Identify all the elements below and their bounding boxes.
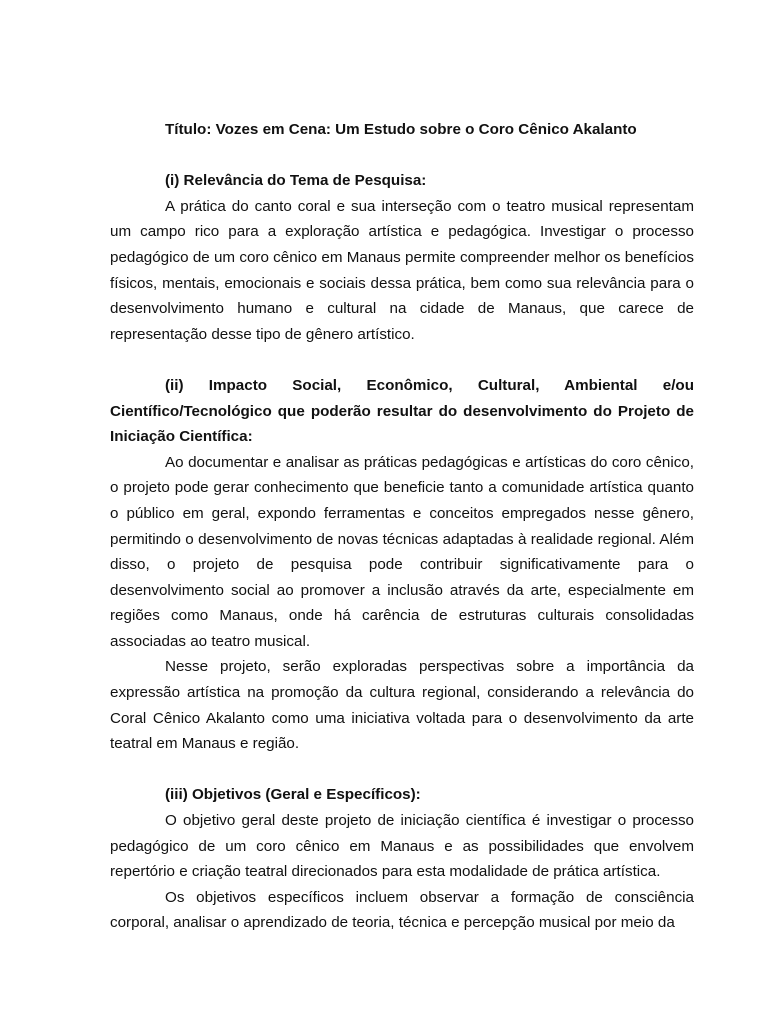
spacer bbox=[110, 143, 694, 169]
paragraph: Nesse projeto, serão exploradas perspectivas sobre a importância da expressão artística na promoção da cultura regional, considerando a relevância do Coral Cênico Akalanto como uma iniciativa voltada para o desenvolvimento da arte teatral em Manaus e região. bbox=[110, 658, 694, 753]
document-title: Título: Vozes em Cena: Um Estudo sobre o Coro Cênico Akalanto bbox=[165, 121, 637, 138]
paragraph: O objetivo geral deste projeto de iniciação científica é investigar o processo pedagógico de um coro cênico em Manaus e as possibilidades que envolvem repertório e criação teatral direcionados para esta modalidade de prática artística. bbox=[110, 812, 694, 881]
document-page bbox=[110, 117, 694, 936]
section-heading-objectives: (iii) Objetivos (Geral e Específicos): bbox=[165, 786, 421, 804]
paragraph: Os objetivos específicos incluem observar a formação de consciência corporal, analisar o aprendizado de teoria, técnica e percepção musical por meio da bbox=[110, 888, 694, 932]
section-heading-relevance: (i) Relevância do Tema de Pesquisa: bbox=[165, 172, 427, 190]
paragraph: A prática do canto coral e sua interseção com o teatro musical representam um campo rico para a exploração artística e pedagógica. Investigar o processo pedagógico de um coro cênico em Manaus permite compreender melhor os benefícios físicos, mentais, emocionais e sociais dessa prática, bem como sua relevância para o desenvolvimento humano e cultural na cidade de Manaus, que carece de representação desse tipo de gênero artístico. bbox=[110, 197, 694, 343]
section-heading-impact: (ii) Impacto Social, Econômico, Cultural, Ambiental e/ou Científico/Tecnológico que poderão resultar do desenvolvimento do Projeto de Iniciação Científica: bbox=[110, 376, 694, 446]
spacer bbox=[110, 757, 694, 783]
spacer bbox=[110, 347, 694, 373]
paragraph: Ao documentar e analisar as práticas pedagógicas e artísticas do coro cênico, o projeto pode gerar conhecimento que beneficie tanto a comunidade artística quanto o público em geral, expondo ferramentas e conceitos empregados nesse gênero, permitindo o desenvolvimento de novas técnicas adaptadas à realidade regional. Além disso, o projeto de pesquisa pode contribuir significativamente para o desenvolvimento social ao promover a inclusão através da arte, especialmente em regiões como Manaus, onde há carência de estruturas culturais consolidadas associadas ao teatro musical. bbox=[110, 453, 694, 650]
